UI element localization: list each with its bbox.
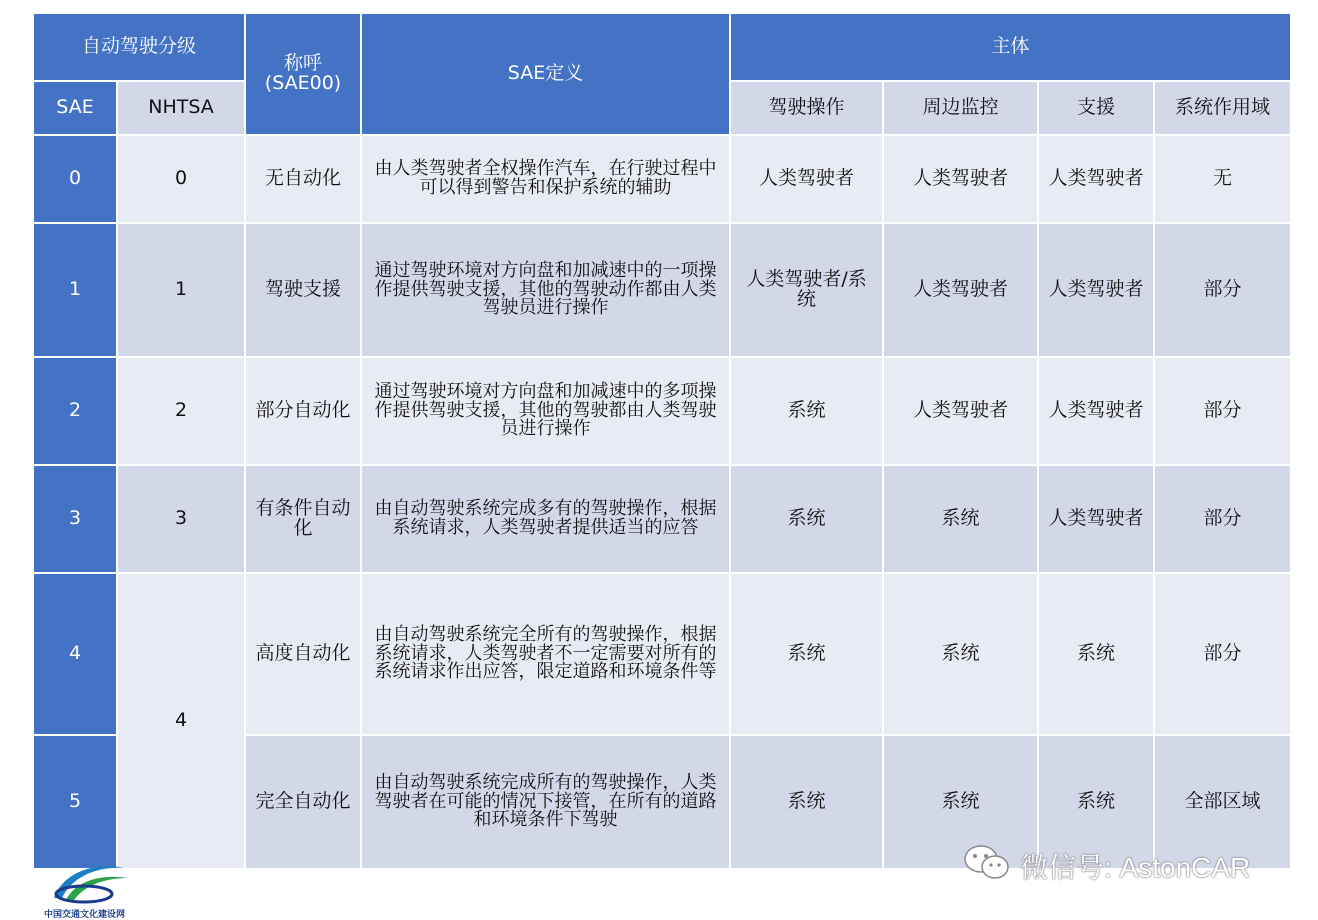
monitoring: 人类驾驶者 — [883, 357, 1038, 465]
watermark — [962, 843, 1250, 888]
sae-levels-table — [32, 12, 1292, 870]
monitoring: 系统 — [883, 735, 1038, 869]
header-definition: SAE定义 — [361, 13, 730, 135]
monitoring: 人类驾驶者 — [883, 135, 1038, 223]
driving-op: 系统 — [730, 465, 883, 573]
level-name: 驾驶支援 — [245, 223, 361, 357]
nhtsa-level: 3 — [117, 465, 245, 573]
logo-text: 中国交通文化建设网 — [44, 910, 126, 920]
header-support: 支援 — [1038, 81, 1154, 135]
level-definition: 通过驾驶环境对方向盘和加减速中的一项操作提供驾驶支援，其他的驾驶动作都由人类驾驶员进行操作 — [361, 223, 730, 357]
header-subject-group: 主体 — [730, 13, 1291, 81]
sae-level: 5 — [33, 735, 117, 869]
sae-level: 1 — [33, 223, 117, 357]
table-row — [33, 135, 1291, 223]
driving-op: 人类驾驶者 — [730, 135, 883, 223]
monitoring: 系统 — [883, 573, 1038, 735]
level-definition: 由自动驾驶系统完全所有的驾驶操作，根据系统请求，人类驾驶者不一定需要对所有的系统请求作出应答，限定道路和环境条件等 — [361, 573, 730, 735]
table-row — [33, 223, 1291, 357]
nhtsa-level: 4 — [117, 573, 245, 869]
level-name: 无自动化 — [245, 135, 361, 223]
watermark-text: 微信号: AstonCAR — [1020, 851, 1251, 883]
driving-op: 系统 — [730, 573, 883, 735]
support: 系统 — [1038, 735, 1154, 869]
support: 人类驾驶者 — [1038, 357, 1154, 465]
domain: 部分 — [1154, 465, 1291, 573]
support: 人类驾驶者 — [1038, 465, 1154, 573]
header-nhtsa: NHTSA — [117, 81, 245, 135]
nhtsa-level: 1 — [117, 223, 245, 357]
support: 人类驾驶者 — [1038, 223, 1154, 357]
header-monitoring: 周边监控 — [883, 81, 1038, 135]
driving-op: 人类驾驶者/系统 — [730, 223, 883, 357]
sae-level: 4 — [33, 573, 117, 735]
level-definition: 由人类驾驶者全权操作汽车，在行驶过程中可以得到警告和保护系统的辅助 — [361, 135, 730, 223]
monitoring: 系统 — [883, 465, 1038, 573]
level-name: 部分自动化 — [245, 357, 361, 465]
support: 人类驾驶者 — [1038, 135, 1154, 223]
sae-level: 0 — [33, 135, 117, 223]
monitoring: 人类驾驶者 — [883, 223, 1038, 357]
level-definition: 通过驾驶环境对方向盘和加减速中的多项操作提供驾驶支援，其他的驾驶都由人类驾驶员进行操作 — [361, 357, 730, 465]
domain: 部分 — [1154, 357, 1291, 465]
header-domain: 系统作用域 — [1154, 81, 1291, 135]
wechat-icon — [962, 843, 1012, 888]
level-name: 有条件自动化 — [245, 465, 361, 573]
domain: 部分 — [1154, 223, 1291, 357]
table-row — [33, 357, 1291, 465]
driving-op: 系统 — [730, 735, 883, 869]
domain: 全部区域 — [1154, 735, 1291, 869]
header-driving-op: 驾驶操作 — [730, 81, 883, 135]
level-definition: 由自动驾驶系统完成所有的驾驶操作，人类驾驶者在可能的情况下接管，在所有的道路和环境条件下驾驶 — [361, 735, 730, 869]
header-name: 称呼 (SAE00) — [245, 13, 361, 135]
header-level-group: 自动驾驶分级 — [33, 13, 245, 81]
nhtsa-level: 2 — [117, 357, 245, 465]
nhtsa-level: 0 — [117, 135, 245, 223]
domain: 部分 — [1154, 573, 1291, 735]
support: 系统 — [1038, 573, 1154, 735]
table-row — [33, 573, 1291, 735]
driving-op: 系统 — [730, 357, 883, 465]
level-name: 完全自动化 — [245, 735, 361, 869]
header-sae: SAE — [33, 81, 117, 135]
domain: 无 — [1154, 135, 1291, 223]
sae-level: 2 — [33, 357, 117, 465]
sae-level: 3 — [33, 465, 117, 573]
level-name: 高度自动化 — [245, 573, 361, 735]
level-definition: 由自动驾驶系统完成多有的驾驶操作，根据系统请求，人类驾驶者提供适当的应答 — [361, 465, 730, 573]
table-row — [33, 465, 1291, 573]
